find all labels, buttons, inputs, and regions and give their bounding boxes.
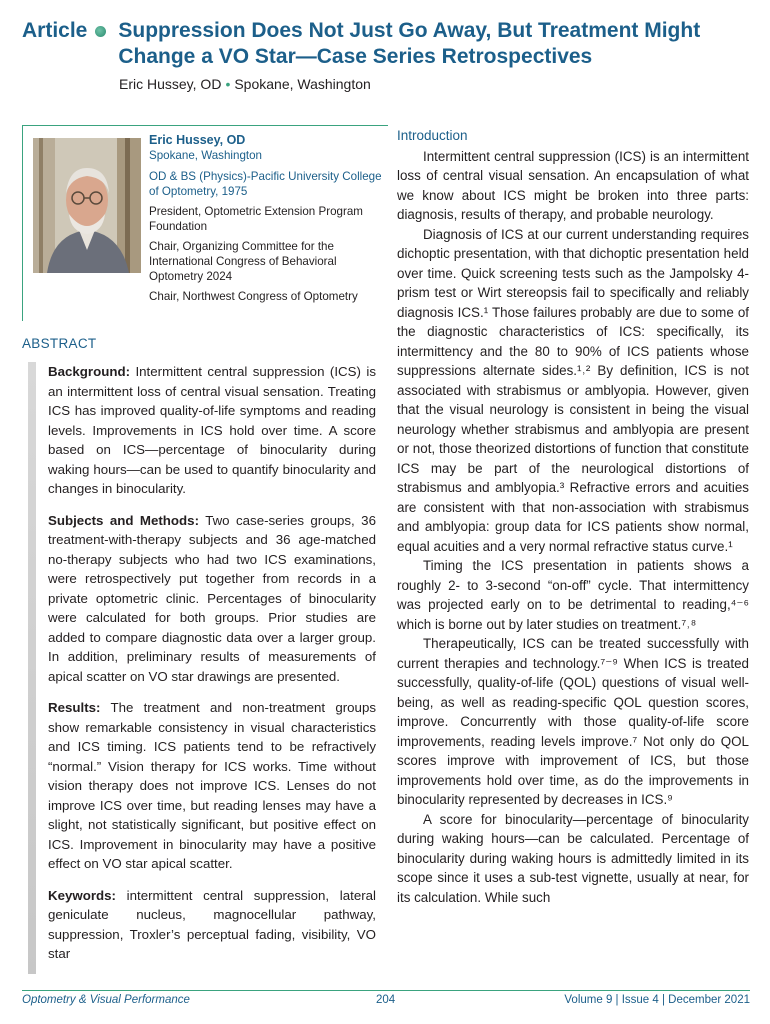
abstract-label: Keywords: [48,887,116,903]
footer-journal: Optometry & Visual Performance [22,994,190,1006]
byline-author: Eric Hussey, OD [119,76,222,92]
author-role: Chair, Northwest Congress of Optometry [149,290,358,303]
body-paragraph: Therapeutically, ICS can be treated successfully with current therapies and technology.⁷⁻⁹ When ICS is treated successfully, quality-of-life (QOL) questions of visual well-being, as well as reading-specific QOL question scores, improve. Concurrently with those quality-of-life score improvements, reading levels improve.⁷ Not only do QOL scores improve with improvement of ICS, but those improvements hold over time, as do the improvements in binocularity represented by decreases in ICS.⁹ [397,636,749,807]
author-name: Eric Hussey, OD [149,133,246,147]
author-box [22,125,388,321]
abstract-results [48,698,376,874]
author-location: Spokane, Washington [149,149,263,162]
author-photo [33,138,141,273]
author-info [149,133,385,304]
abstract-text: intermittent central suppression, lateral geniculate nucleus, magnocellular pathway, suppression, Troxler’s perceptual fading, visibility, VO star [48,887,376,961]
body-column [397,126,749,907]
abstract [48,362,376,976]
abstract-label: Subjects and Methods: [48,512,199,528]
introduction-heading: Introduction [397,128,468,143]
abstract-text: Two case-series groups, 36 treatment-with-therapy subjects and 36 age-matched no-therapy subjects who had two ICS examinations, were retrospectively put together from records in a private optometric clinic. Percentages of binocularity were calculated for both groups. Prior studies are added to compare diagnostic data over a larger group. In addition, preliminary results of measurements of apical scatter on VO star drawings are presented. [48,512,376,684]
abstract-text: Intermittent central suppression (ICS) is an intermittent loss of central visual sensation. Treating ICS has improved quality-of-life symptoms and reading levels. Improvements in ICS hold over time. A score based on ICS—percentage of binocularity during waking hours—can be used to quantify binocularity and changes in binocularity. [48,364,376,496]
byline-separator-icon: • [225,76,231,92]
author-role: Chair, Organizing Committee for the International Congress of Behavioral Optometry 2024 [149,240,337,283]
body-paragraph: A score for binocularity—percentage of binocularity during waking hours—can be calculated. Percentage of binocularity during waking hours is admittedly limited in its scope since it uses a sub-test vignette, usually at near, for its calculation. While such [397,811,749,905]
abstract-text: The treatment and non-treatment groups show remarkable consistency in visual characteristics and ICS timing. ICS patients tend to be refractively “normal.” Vision therapy for ICS works. Time without vision therapy does not improve ICS. Lenses do not improve ICS over time, but reading lenses may have a slight, not statistically significant, but positive effect on ICS. Improvement in binocularity may have a positive effect on VO star apical scatter. [48,700,376,871]
byline-location: Spokane, Washington [234,76,371,92]
abstract-label: Background: [48,364,131,379]
abstract-keywords [48,886,376,964]
body-paragraph: Diagnosis of ICS at our current understanding requires dichoptic presentation, with that dichoptic presentation held over time. Quick screening tests such as the Jampolsky 4-prism test or Wirt stereopsis fail to specifically and reliably diagnosis ICS.¹ Those failures probably are due to some of the diagnostic characteristics of ICS: specifically, its intermittency and the 80 to 90% of ICS patients whose suppressions alternate sides.¹˒² By definition, ICS is not associated with strabismus or amblyopia. However, given that the visual neurology is consistent in being the visual neurology whether strabismus and amblyopia are present or not, those theorized distortions of function that constitute ICS may be part of the neurological distortions of strabismus and amblyopia.³ Refractive errors and acuities are consistent with that non-association with strabismus and amblyopia: group data for ICS patients show normal, equal acuities and a very normal refractive status curve.¹ [397,226,749,554]
abstract-background [48,362,376,499]
abstract-side-bar [28,362,36,974]
abstract-methods [48,511,376,687]
article-header [22,18,752,92]
abstract-heading: ABSTRACT [22,336,97,351]
page-footer [22,990,750,1010]
footer-page-number: 204 [376,994,396,1006]
author-role: President, Optometric Extension Program Foundation [149,205,363,233]
bullet-icon [95,26,106,37]
author-portrait-image [33,138,141,273]
body-paragraph: Intermittent central suppression (ICS) is an intermittent loss of central visual sensation. An encapsulation of what we know about ICS might be broken into three parts: diagnosis, results of therapy, and probable neurology. [397,148,749,222]
article-title: Suppression Does Not Just Go Away, But Treatment Might Change a VO Star—Case Series Retrospectives [118,19,701,68]
footer-issue: Volume 9 | Issue 4 | December 2021 [564,994,750,1006]
article-tag: Article [22,19,88,42]
byline [119,76,752,92]
body-paragraph: Timing the ICS presentation in patients shows a roughly 2- to 3-second “on-off” cycle. That intermittency was projected early on to be detrimental to reading,⁴⁻⁶ which is borne out by later studies on treatment.⁷˒⁸ [397,558,749,632]
author-education: OD & BS (Physics)-Pacific University College of Optometry, 1975 [149,170,382,198]
abstract-label: Results: [48,700,101,715]
